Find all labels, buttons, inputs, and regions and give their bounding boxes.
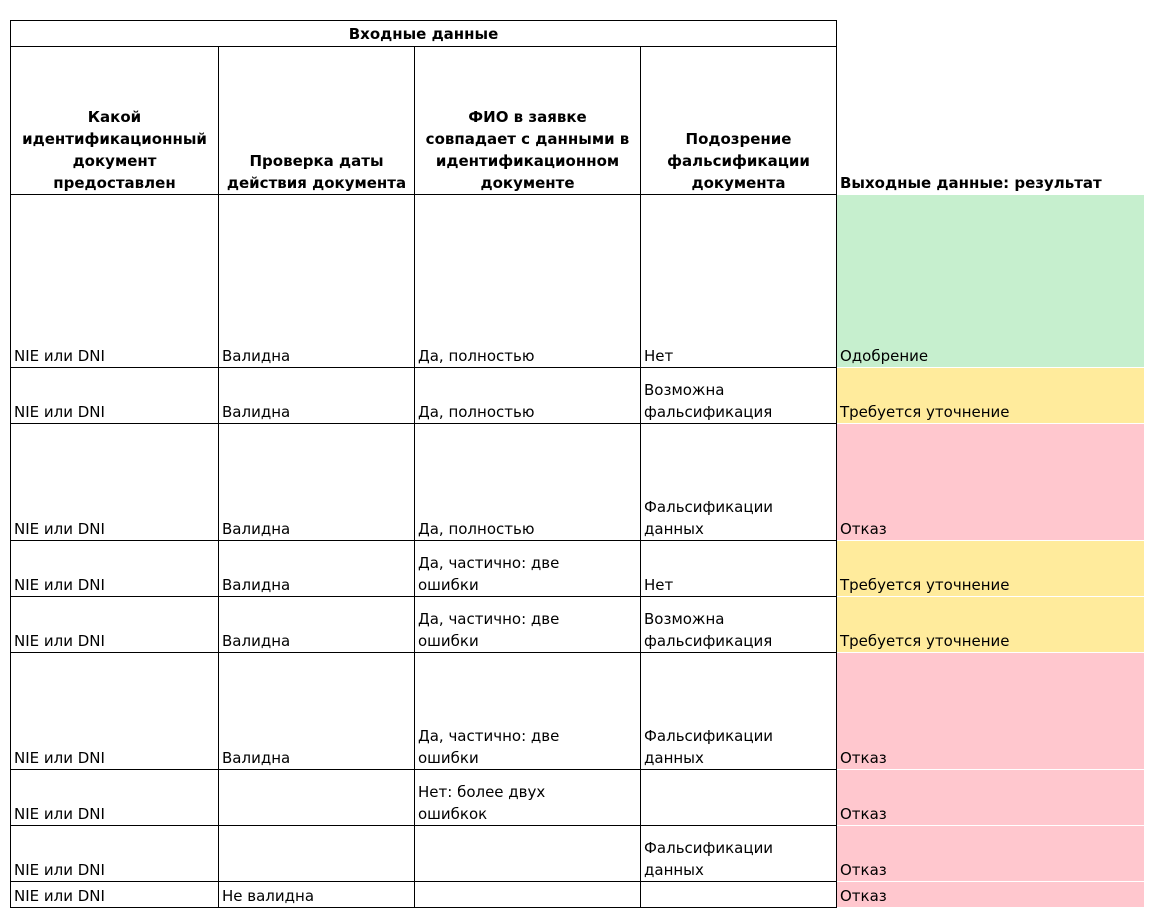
name-match-cell: Да, полностью xyxy=(415,195,641,368)
col-header-name-match-line: совпадает с данными в xyxy=(425,130,630,148)
col-header-doc-type-line: идентификационный xyxy=(22,130,207,148)
table-row xyxy=(11,770,1144,826)
name-match-cell: Да, полностью xyxy=(415,368,641,424)
forgery-cell: Возможна фальсификация xyxy=(641,368,837,424)
doc-type-cell: NIE или DNI xyxy=(11,424,219,541)
date-check-cell: Валидна xyxy=(219,368,415,424)
date-check-cell: Валидна xyxy=(219,424,415,541)
decision-table xyxy=(10,20,1144,908)
result-cell: Отказ xyxy=(837,826,1144,882)
doc-type-cell: NIE или DNI xyxy=(11,597,219,653)
result-cell: Требуется уточнение xyxy=(837,368,1144,424)
table-row xyxy=(11,882,1144,908)
doc-type-cell: NIE или DNI xyxy=(11,770,219,826)
forgery-cell xyxy=(641,882,837,908)
forgery-cell xyxy=(641,770,837,826)
result-cell: Одобрение xyxy=(837,195,1144,368)
col-header-forgery-line: Подозрение xyxy=(685,130,792,148)
col-header-forgery-line: фальсификации xyxy=(667,152,810,170)
date-check-cell: Валидна xyxy=(219,597,415,653)
result-cell: Отказ xyxy=(837,653,1144,770)
date-check-cell: Валидна xyxy=(219,195,415,368)
forgery-cell: Нет xyxy=(641,541,837,597)
date-check-cell xyxy=(219,770,415,826)
col-header-name-match-line: документе xyxy=(480,174,575,192)
col-header-forgery xyxy=(641,47,837,195)
result-cell: Отказ xyxy=(837,424,1144,541)
col-header-doc-type-line: предоставлен xyxy=(53,174,176,192)
input-data-group-header: Входные данные xyxy=(11,21,837,47)
result-cell: Требуется уточнение xyxy=(837,597,1144,653)
forgery-cell: Фальсификации данных xyxy=(641,653,837,770)
col-header-date-check xyxy=(219,47,415,195)
doc-type-cell: NIE или DNI xyxy=(11,882,219,908)
doc-type-cell: NIE или DNI xyxy=(11,368,219,424)
result-cell: Отказ xyxy=(837,882,1144,908)
forgery-cell: Фальсификации данных xyxy=(641,826,837,882)
name-match-cell: Нет: более двух ошибкок xyxy=(415,770,641,826)
name-match-cell: Да, частично: две ошибки xyxy=(415,653,641,770)
doc-type-cell: NIE или DNI xyxy=(11,541,219,597)
forgery-cell: Нет xyxy=(641,195,837,368)
table-row xyxy=(11,653,1144,770)
date-check-cell xyxy=(219,826,415,882)
date-check-cell: Валидна xyxy=(219,653,415,770)
table-row xyxy=(11,424,1144,541)
name-match-cell: Да, частично: две ошибки xyxy=(415,597,641,653)
col-header-name-match-line: идентификационном xyxy=(435,152,620,170)
forgery-cell: Возможна фальсификация xyxy=(641,597,837,653)
name-match-cell xyxy=(415,882,641,908)
table-row xyxy=(11,368,1144,424)
col-header-date-check-line: действия документа xyxy=(226,174,407,192)
name-match-cell: Да, полностью xyxy=(415,424,641,541)
col-header-doc-type-line: документ xyxy=(72,152,157,170)
table-row xyxy=(11,541,1144,597)
forgery-cell: Фальсификации данных xyxy=(641,424,837,541)
doc-type-cell: NIE или DNI xyxy=(11,195,219,368)
doc-type-cell: NIE или DNI xyxy=(11,826,219,882)
col-header-doc-type xyxy=(11,47,219,195)
table-row xyxy=(11,826,1144,882)
result-cell: Отказ xyxy=(837,770,1144,826)
result-cell: Требуется уточнение xyxy=(837,541,1144,597)
output-column-header-label: Выходные данные: результат xyxy=(840,174,1102,192)
doc-type-cell: NIE или DNI xyxy=(11,653,219,770)
col-header-name-match-line: ФИО в заявке xyxy=(468,108,587,126)
output-column-header xyxy=(837,21,1144,195)
date-check-cell: Не валидна xyxy=(219,882,415,908)
name-match-cell xyxy=(415,826,641,882)
col-header-forgery-line: документа xyxy=(691,174,786,192)
col-header-doc-type-line: Какой xyxy=(87,108,142,126)
date-check-cell: Валидна xyxy=(219,541,415,597)
table-row xyxy=(11,195,1144,368)
col-header-name-match xyxy=(415,47,641,195)
name-match-cell: Да, частично: две ошибки xyxy=(415,541,641,597)
col-header-date-check-line: Проверка даты xyxy=(249,152,384,170)
table-row xyxy=(11,597,1144,653)
group-header-row xyxy=(11,21,1144,47)
